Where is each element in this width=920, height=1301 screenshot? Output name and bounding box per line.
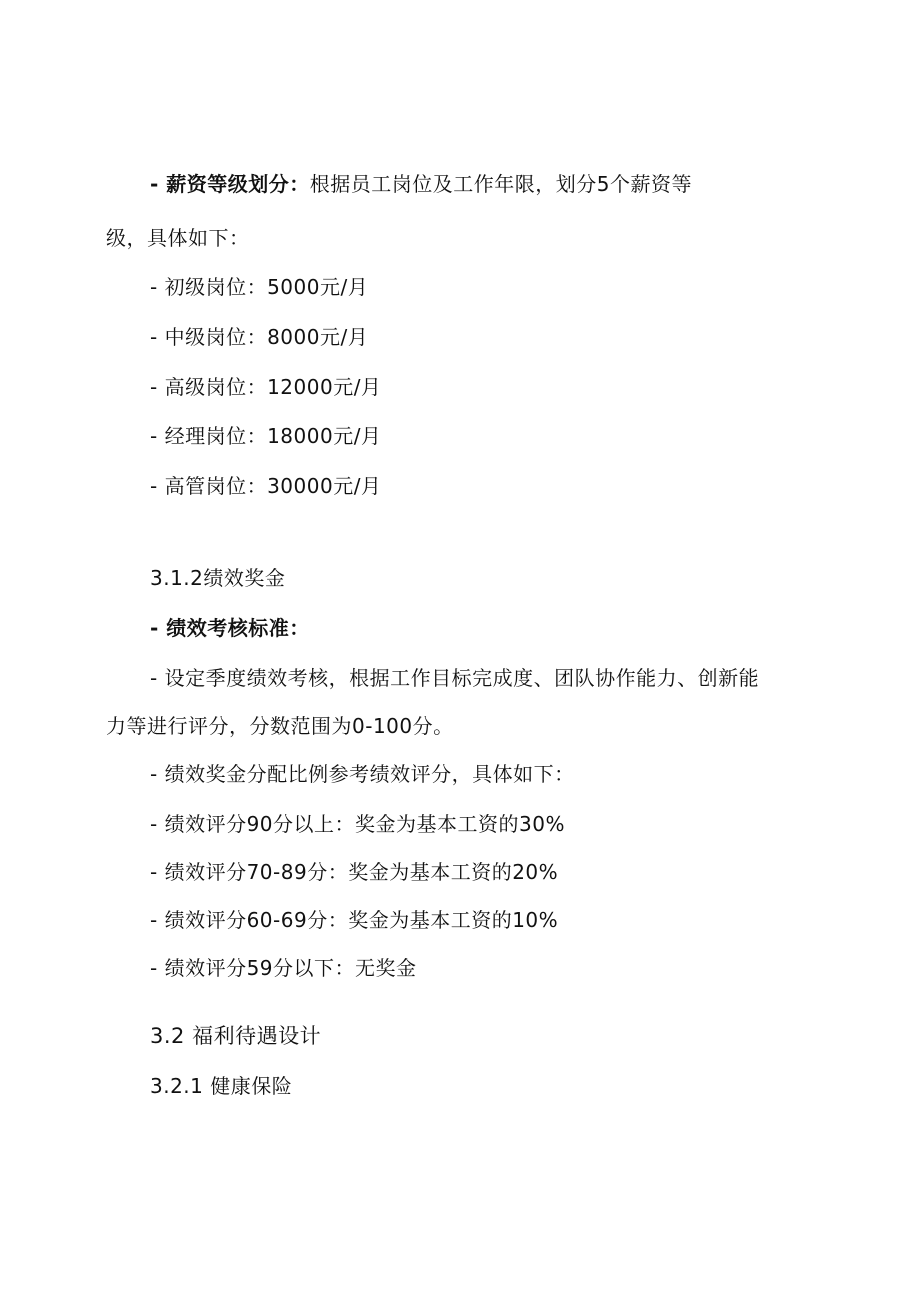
salary-level-item: - 初级岗位：5000元/月 <box>150 275 369 299</box>
subsection-title-health-insurance: 3.2.1 健康保险 <box>150 1074 293 1098</box>
performance-criteria-heading: - 绩效考核标准： <box>150 616 310 640</box>
salary-grade-heading <box>150 170 692 198</box>
salary-grade-heading-text: 根据员工岗位及工作年限，划分5个薪资等 <box>309 172 692 196</box>
performance-criteria-text: - 设定季度绩效考核，根据工作目标完成度、团队协作能力、创新能 <box>150 666 760 690</box>
bonus-tier-item: - 绩效评分60-69分：奖金为基本工资的10% <box>150 908 559 932</box>
bonus-allocation-intro: - 绩效奖金分配比例参考绩效评分，具体如下： <box>150 762 575 786</box>
salary-level-item: - 中级岗位：8000元/月 <box>150 325 369 349</box>
salary-level-item: - 经理岗位：18000元/月 <box>150 424 382 448</box>
section-title-performance-bonus: 3.1.2绩效奖金 <box>150 566 286 590</box>
section-title-welfare: 3.2 福利待遇设计 <box>150 1024 322 1048</box>
bonus-tier-item: - 绩效评分59分以下：无奖金 <box>150 956 417 980</box>
salary-grade-heading-continuation: 级，具体如下： <box>106 226 250 250</box>
salary-level-item: - 高级岗位：12000元/月 <box>150 375 382 399</box>
performance-criteria-text-continuation: 力等进行评分，分数范围为0-100分。 <box>106 714 454 738</box>
salary-grade-heading-label: - 薪资等级划分： <box>150 172 310 196</box>
bonus-tier-item: - 绩效评分70-89分：奖金为基本工资的20% <box>150 860 559 884</box>
salary-level-item: - 高管岗位：30000元/月 <box>150 474 382 498</box>
bonus-tier-item: - 绩效评分90分以上：奖金为基本工资的30% <box>150 812 565 836</box>
